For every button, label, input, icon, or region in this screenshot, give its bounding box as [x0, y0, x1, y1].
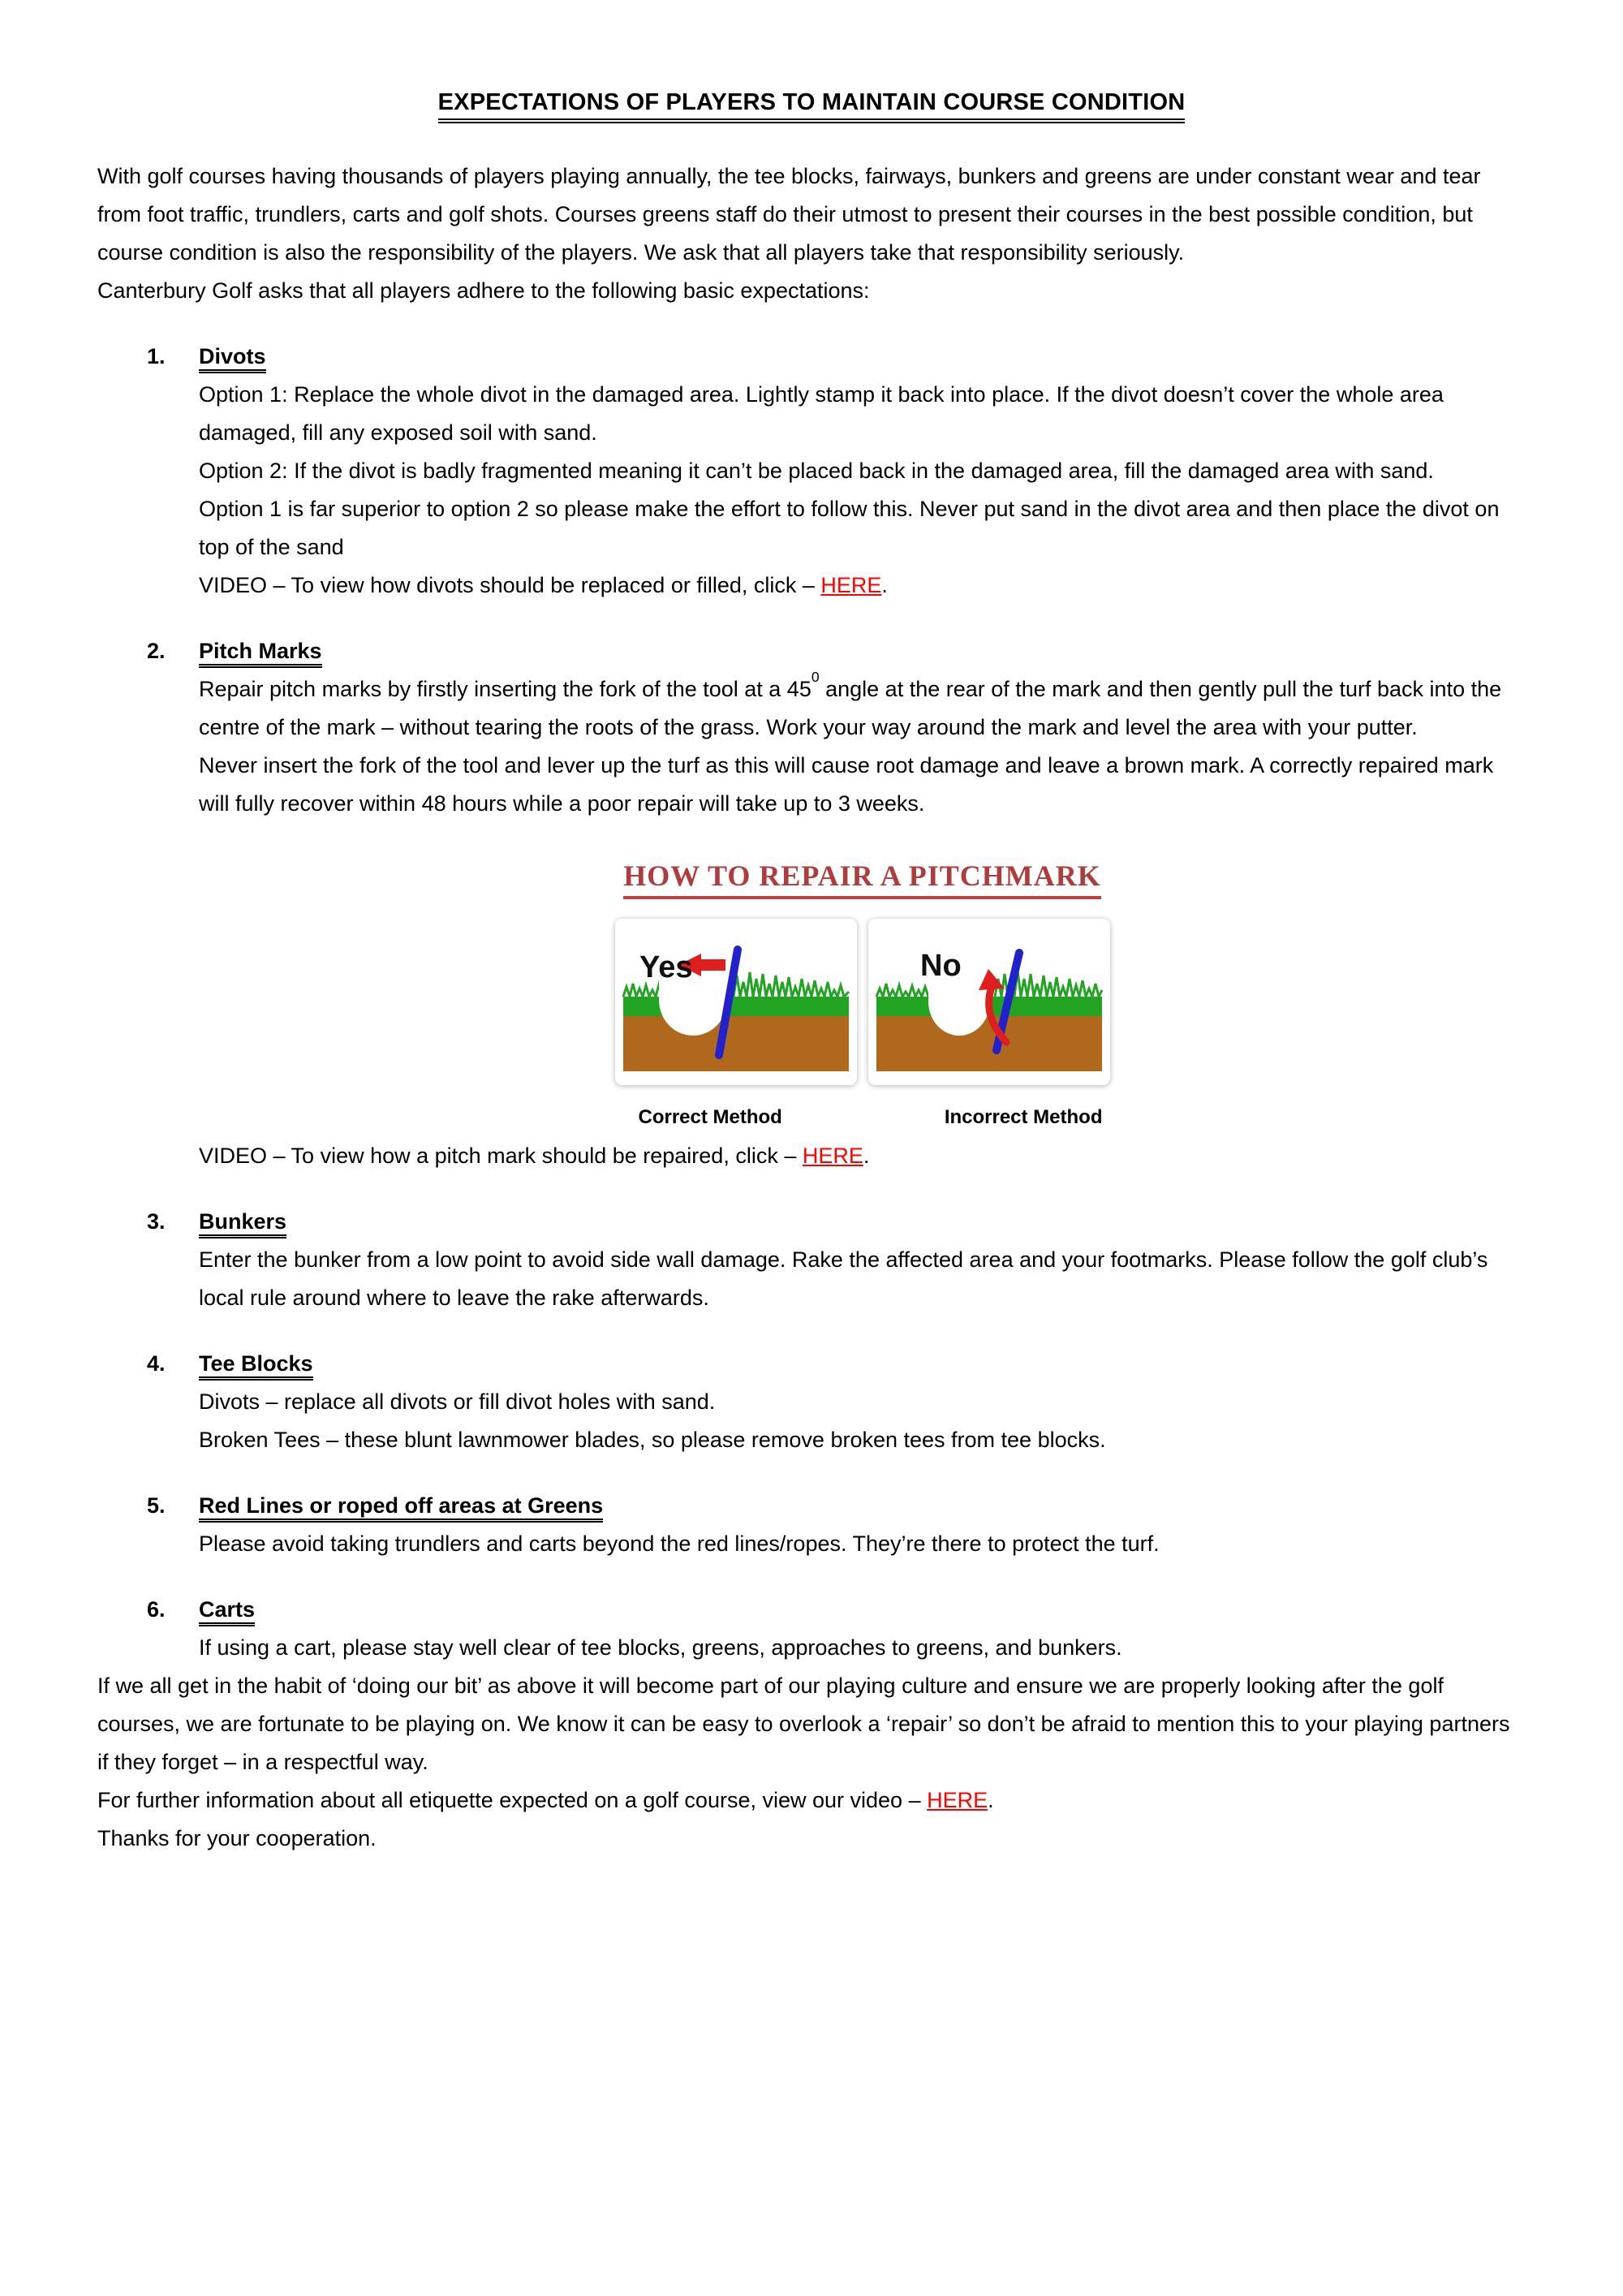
paragraph-text: angle at the rear of the mark and then gently pull the turf back into the centre of the mark – without tearing the roots of the grass. Work your way around the mark and level the area with your putter.	[199, 677, 1502, 739]
section-heading-text: Red Lines or roped off areas at Greens	[199, 1493, 603, 1523]
incorrect-method-caption: Incorrect Method	[944, 1106, 1103, 1128]
section-tee-blocks	[97, 1345, 1526, 1459]
grass-base	[623, 997, 849, 1018]
paragraph-text: Repair pitch marks by firstly inserting the fork of the tool at a 45	[199, 677, 812, 701]
here-link[interactable]: HERE	[802, 1144, 863, 1168]
section-number: 1.	[147, 344, 166, 368]
further-info-text: For further information about all etiquette expected on a golf course, view our video –	[97, 1788, 928, 1812]
figure-captions	[600, 1106, 1126, 1129]
paragraph: Option 2: If the divot is badly fragmented meaning it can’t be placed back in the damaged area, fill the damaged area with sand.	[199, 459, 1434, 483]
paragraph: Divots – replace all divots or fill divot holes with sand.	[199, 1389, 716, 1414]
section-content	[97, 1203, 1526, 1317]
lead-in-paragraph: Canterbury Golf asks that all players adhere to the following basic expectations:	[97, 278, 870, 303]
section-heading	[199, 1591, 1526, 1629]
section-number: 3.	[147, 1209, 166, 1234]
paragraph: Enter the bunker from a low point to avoid side wall damage. Rake the affected area and your footmarks. Please follow the golf club’s local rule around where to leave the rake afterwards.	[199, 1247, 1488, 1310]
section-number: 2.	[147, 639, 166, 663]
yes-label: Yes	[639, 950, 693, 984]
thanks-line: Thanks for your cooperation.	[97, 1826, 377, 1850]
soil	[876, 1016, 1102, 1071]
panel-incorrect-method	[868, 919, 1110, 1085]
further-info-text-end: .	[988, 1788, 994, 1812]
paragraph: Option 1 is far superior to option 2 so please make the effort to follow this. Never put sand in the divot area and then place the divot on top of the sand	[199, 497, 1500, 559]
section-heading	[199, 1487, 1526, 1525]
pitchmark-figure	[600, 859, 1126, 1129]
section-number: 4.	[147, 1351, 166, 1376]
paragraph: If using a cart, please stay well clear of tee blocks, greens, approaches to greens, and bunkers.	[199, 1635, 1122, 1660]
video-text: VIDEO – To view how a pitch mark should be repaired, click –	[199, 1144, 803, 1168]
figure-panels	[600, 919, 1126, 1085]
soil	[623, 1016, 849, 1071]
figure-title: HOW TO REPAIR A PITCHMARK	[623, 859, 1100, 899]
paragraph	[199, 670, 1526, 747]
section-heading	[199, 632, 1526, 670]
section-content	[97, 338, 1526, 605]
section-content	[97, 1591, 1526, 1667]
no-label: No	[919, 949, 962, 983]
section-heading	[199, 338, 1526, 376]
section-red-lines	[97, 1487, 1526, 1563]
video-text: VIDEO – To view how divots should be replaced or filled, click –	[199, 573, 821, 597]
page-title	[97, 86, 1526, 123]
superscript-zero: 0	[811, 669, 820, 686]
figure-title-row	[600, 859, 1126, 899]
video-text-end: .	[881, 573, 888, 597]
pitchmark-diagram-correct	[615, 919, 857, 1085]
video-line	[199, 566, 1526, 605]
panel-correct-method	[615, 919, 857, 1085]
section-content	[97, 1487, 1526, 1563]
section-number: 6.	[147, 1597, 166, 1622]
section-carts	[97, 1591, 1526, 1667]
pitchmark-diagram-incorrect	[868, 919, 1110, 1085]
section-number: 5.	[147, 1493, 166, 1518]
paragraph: Broken Tees – these blunt lawnmower blades, so please remove broken tees from tee blocks.	[199, 1428, 1106, 1452]
section-bunkers	[97, 1203, 1526, 1317]
page-title-text: EXPECTATIONS OF PLAYERS TO MAINTAIN COURSE CONDITION	[438, 89, 1186, 123]
here-link[interactable]: HERE	[927, 1788, 988, 1812]
section-heading	[199, 1203, 1526, 1241]
section-content	[97, 1345, 1526, 1459]
section-heading-text: Tee Blocks	[199, 1351, 313, 1381]
section-content	[97, 632, 1526, 1175]
further-info-line	[97, 1781, 1526, 1820]
section-heading-text: Carts	[199, 1597, 255, 1626]
section-heading-text: Bunkers	[199, 1209, 286, 1238]
closing-paragraph: If we all get in the habit of ‘doing our bit’ as above it will become part of our playing culture and ensure we are properly looking after the golf courses, we are fortunate to be playing on. We know it can be easy to overlook a ‘repair’ so don’t be afraid to mention this to your playing partners if they forget – in a respectful way.	[97, 1674, 1510, 1774]
video-text-end: .	[863, 1144, 870, 1168]
paragraph: Option 1: Replace the whole divot in the damaged area. Lightly stamp it back into place. If the divot doesn’t cover the whole area damaged, fill any exposed soil with sand.	[199, 382, 1444, 445]
intro-paragraph: With golf courses having thousands of players playing annually, the tee blocks, fairways, bunkers and greens are under constant wear and tear from foot traffic, trundlers, carts and golf shots. Courses greens staff do their utmost to present their courses in the best possible condition, but course condition is also the responsibility of the players. We ask that all players take that responsibility seriously.	[97, 164, 1481, 265]
video-line	[199, 1137, 1526, 1175]
grass-blades-right	[727, 972, 849, 997]
here-link[interactable]: HERE	[820, 573, 882, 597]
section-pitch-marks	[97, 632, 1526, 1175]
left-arrow-shaft	[700, 959, 725, 971]
correct-method-caption: Correct Method	[638, 1106, 782, 1128]
paragraph: Please avoid taking trundlers and carts beyond the red lines/ropes. They’re there to protect the turf.	[199, 1531, 1160, 1556]
section-heading-text: Pitch Marks	[199, 639, 322, 668]
section-heading-text: Divots	[199, 344, 266, 373]
section-heading	[199, 1345, 1526, 1383]
section-divots	[97, 338, 1526, 605]
paragraph: Never insert the fork of the tool and lever up the turf as this will cause root damage and leave a brown mark. A correctly repaired mark will fully recover within 48 hours while a poor repair will take up to 3 weeks.	[199, 753, 1494, 816]
